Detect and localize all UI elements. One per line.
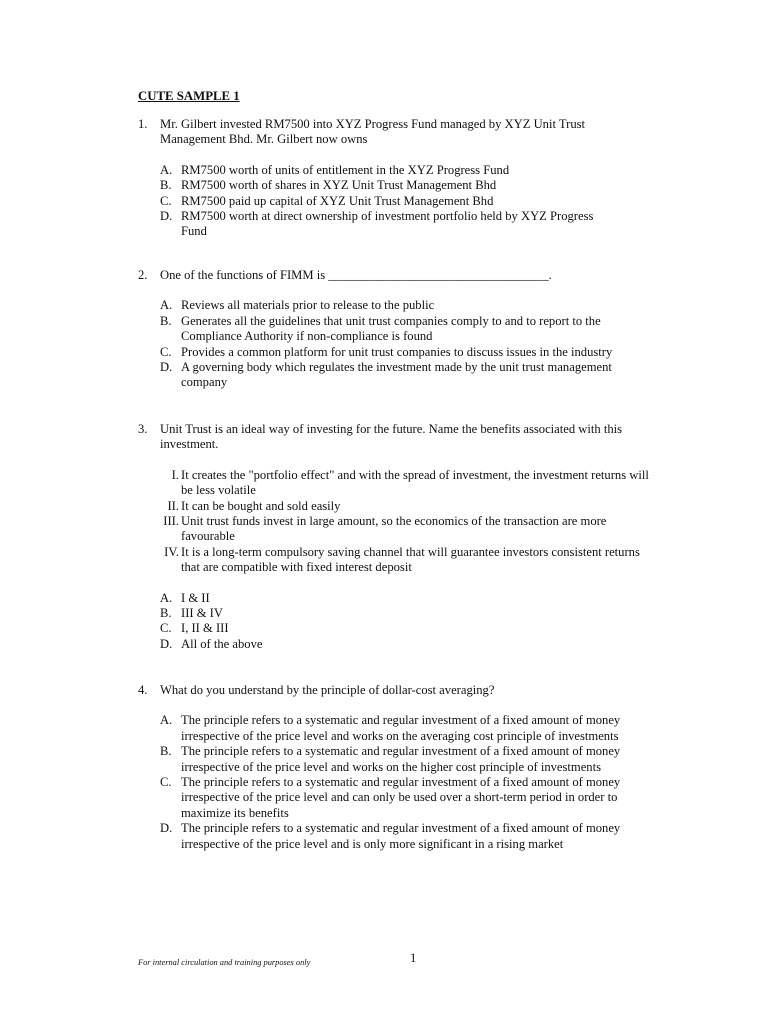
answer-options (160, 163, 620, 240)
statement-text: It creates the "portfolio effect" and with the spread of investment, the investment returns will be less volatile (181, 467, 649, 498)
option-d (160, 209, 620, 240)
question-number: 3. (138, 422, 148, 436)
statement-number: II. (167, 498, 179, 513)
option-c (160, 194, 620, 209)
answer-options (160, 591, 658, 653)
option-text: RM7500 paid up capital of XYZ Unit Trust Management Bhd (181, 193, 494, 208)
question-3 (138, 422, 658, 652)
option-c (160, 775, 634, 821)
option-d (160, 821, 634, 852)
page-number: 1 (410, 951, 417, 965)
option-letter: D. (160, 209, 173, 224)
question-number: 2. (138, 268, 148, 282)
statement-text: Unit trust funds invest in large amount, so the economics of the transaction are more favourable (181, 514, 607, 544)
option-text: All of the above (181, 636, 263, 651)
statement-text: It can be bought and sold easily (181, 498, 341, 513)
answer-options (160, 713, 634, 852)
statement-iv (138, 545, 658, 576)
statement-text: It is a long-term compulsory saving channel that will guarantee investors consistent returns that are compatible with fixed interest deposit (181, 544, 640, 575)
option-text: III & IV (181, 606, 223, 621)
option-text: I & II (181, 590, 210, 605)
option-text: The principle refers to a systematic and regular investment of a fixed amount of money irrespective of the price level and works on the averaging cost principle of investments (181, 713, 621, 743)
option-text: The principle refers to a systematic and regular investment of a fixed amount of money irrespective of the price level and is only more significant in a rising market (181, 821, 621, 851)
option-c (160, 345, 636, 360)
question-number: 4. (138, 683, 148, 697)
question-stem (138, 422, 628, 453)
option-letter: A. (160, 162, 173, 177)
question-stem (138, 268, 636, 283)
option-text: Provides a common platform for unit trust companies to discuss issues in the industry (181, 344, 613, 359)
option-d (160, 637, 658, 652)
option-b (160, 744, 634, 775)
option-text: RM7500 worth at direct ownership of investment portfolio held by XYZ Progress Fund (181, 209, 594, 239)
option-letter: A. (160, 590, 173, 605)
option-text: Generates all the guidelines that unit trust companies comply to and to report to the Compliance Authority if non-compliance is found (181, 313, 601, 344)
question-stem (138, 683, 634, 698)
question-number: 1. (138, 117, 148, 131)
option-letter: B. (160, 178, 172, 193)
question-text: Unit Trust is an ideal way of investing for the future. Name the benefits associated with this investment. (160, 422, 623, 452)
statement-ii (138, 499, 658, 514)
statement-i (138, 468, 658, 499)
option-a (160, 713, 634, 744)
option-letter: C. (160, 621, 172, 636)
option-a (160, 591, 658, 606)
option-text: RM7500 worth of units of entitlement in the XYZ Progress Fund (181, 162, 510, 177)
option-letter: D. (160, 360, 173, 375)
option-c (160, 621, 658, 636)
option-text: A governing body which regulates the investment made by the unit trust management company (181, 360, 612, 390)
question-stem (138, 117, 620, 148)
option-text: The principle refers to a systematic and regular investment of a fixed amount of money irrespective of the price level and works on the higher cost principle of investments (181, 744, 621, 774)
option-text: The principle refers to a systematic and regular investment of a fixed amount of money irrespective of the price level and can only be used over a short-term period in order to maximize its benefits (181, 775, 621, 820)
question-text: One of the functions of FIMM is ___________________________________. (160, 268, 552, 282)
option-letter: D. (160, 821, 173, 836)
option-a (160, 298, 636, 313)
question-2 (138, 268, 636, 391)
option-letter: D. (160, 636, 173, 651)
statement-iii (138, 514, 658, 545)
option-letter: C. (160, 344, 172, 359)
statement-number: III. (163, 514, 179, 529)
option-letter: B. (160, 313, 172, 328)
question-text: What do you understand by the principle of dollar-cost averaging? (160, 683, 495, 697)
option-letter: A. (160, 713, 173, 728)
option-b (160, 178, 620, 193)
statement-list (138, 468, 658, 576)
answer-options (160, 298, 636, 390)
footer-note: For internal circulation and training purposes only (138, 958, 311, 967)
option-letter: A. (160, 298, 173, 313)
question-4 (138, 683, 634, 852)
option-d (160, 360, 636, 391)
option-letter: C. (160, 775, 172, 790)
option-b (160, 606, 658, 621)
option-text: Reviews all materials prior to release to the public (181, 298, 435, 313)
option-text: I, II & III (181, 621, 229, 636)
option-letter: C. (160, 193, 172, 208)
page-title: CUTE SAMPLE 1 (138, 89, 240, 103)
statement-number: I. (171, 467, 179, 482)
statement-number: IV. (164, 544, 179, 559)
question-1 (138, 117, 620, 240)
option-a (160, 163, 620, 178)
option-letter: B. (160, 606, 172, 621)
question-text: Mr. Gilbert invested RM7500 into XYZ Progress Fund managed by XYZ Unit Trust Management Bhd. Mr. Gilbert now owns (160, 117, 586, 147)
option-b (160, 314, 636, 345)
option-text: RM7500 worth of shares in XYZ Unit Trust Management Bhd (181, 178, 497, 193)
option-letter: B. (160, 744, 172, 759)
